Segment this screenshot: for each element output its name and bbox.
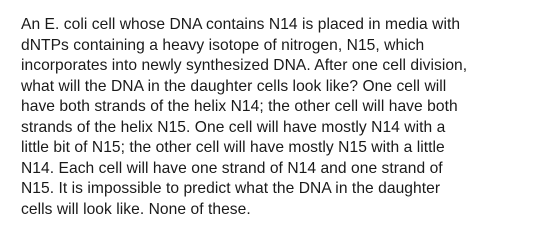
text-line-2: dNTPs containing a heavy isotope of nitrogen, N15, which [21, 36, 425, 54]
text-line-9: N15. It is impossible to predict what the DNA in the daughter [21, 180, 441, 197]
text-line-6: strands of the helix N15. One cell will have mostly N14 with a [21, 118, 446, 136]
text-line-5: have both strands of the helix N14; the other cell will have both [21, 98, 458, 115]
text-line-3: incorporates into newly synthesized DNA. After one cell division, [21, 57, 468, 74]
text-line-4: what will the DNA in the daughter cells look like? One cell will [21, 77, 447, 95]
text-line-7: little bit of N15; the other cell will have mostly N15 with a little [21, 139, 445, 156]
question-text [21, 15, 541, 220]
text-line-1: An E. coli cell whose DNA contains N14 is placed in media with [21, 16, 461, 33]
text-line-10: cells will look like. None of these. [21, 200, 251, 218]
text-line-8: N14. Each cell will have one strand of N14 and one strand of [21, 159, 443, 177]
